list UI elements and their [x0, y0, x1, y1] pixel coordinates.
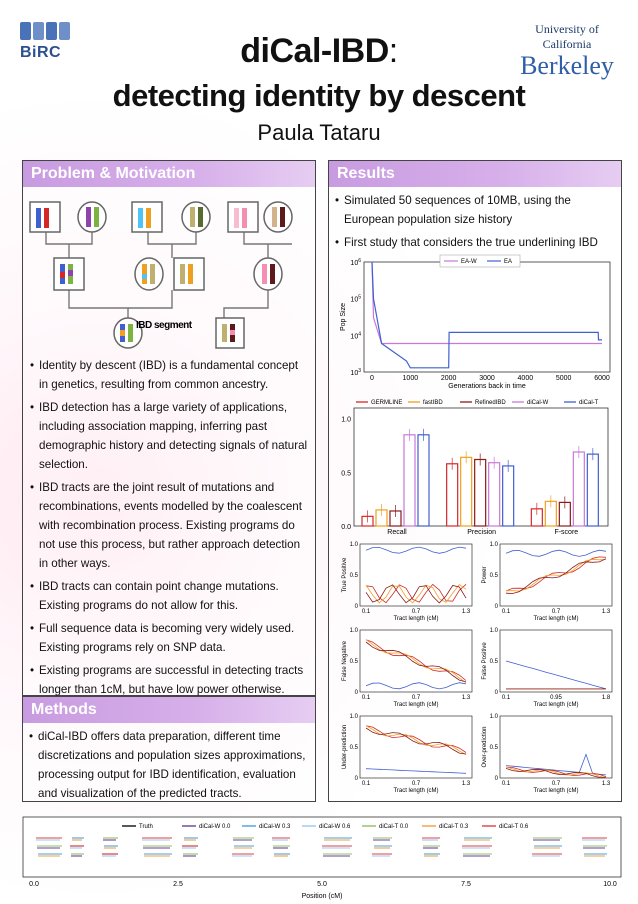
bar-fastibd	[461, 457, 472, 526]
pop-ytick: $10^4$	[350, 331, 361, 341]
problem-bullet: • Identity by descent (IBD) is a fundamental concept in genetics, resulting from common ancestry.	[30, 356, 310, 394]
position-legend-label: diCal-W 0.0	[199, 824, 231, 830]
bar-legend-label: fastIBD	[423, 400, 443, 406]
pop-xtick: 3000	[479, 375, 495, 382]
ibd-pedigree-diagram	[24, 200, 294, 350]
small-panel-xtick: 0.7	[551, 609, 561, 615]
problem-bullet: • Full sequence data is becoming very widely used. Existing programs rely on SNP data.	[30, 619, 310, 657]
small-panel-xtick: 1.3	[601, 781, 611, 787]
results-bullets	[329, 187, 621, 252]
bar-legend-label: diCal-W	[527, 400, 549, 406]
bar-dical-t	[418, 435, 429, 526]
pop-xtick: 0	[370, 375, 374, 382]
position-legend-label: diCal-T 0.3	[439, 824, 469, 830]
small-panel-xtick: 0.95	[550, 695, 562, 701]
problem-bullets	[24, 352, 316, 703]
legend-ea-w: EA-W	[461, 259, 477, 265]
methods-bullet: • diCal-IBD offers data preparation, different time discretizations and population sizes approximations, processing output for IBD identification, evaluation and visualization of the predicted tracts.	[29, 727, 309, 803]
small-panel-ytick: 1.0	[489, 628, 498, 634]
bar-category-label: Recall	[387, 529, 407, 536]
small-panel-ytick: 0.5	[349, 573, 358, 579]
problem-bullet: • IBD tracts can contain point change mutations. Existing programs do not allow for this.	[30, 577, 310, 615]
ibd-segment-label: IBD segment	[136, 320, 192, 331]
berkeley-logo	[512, 22, 622, 80]
legend-ea: EA	[504, 259, 513, 265]
small-panel-xtick: 1.3	[461, 695, 471, 701]
small-panel-xtick: 0.7	[411, 695, 421, 701]
small-panel-ytick: 0	[354, 776, 358, 782]
small-panel-false-positive	[482, 628, 612, 708]
small-panel-over-prediction	[482, 714, 612, 794]
bar-chart-yticks	[341, 417, 351, 531]
problem-heading: Problem & Motivation	[23, 161, 315, 187]
small-panel-ytick: 0	[354, 690, 358, 696]
bar-dical-t	[503, 466, 514, 526]
berkeley-logo-uc: University of California	[535, 22, 599, 51]
position-xtick: 0.0	[29, 881, 39, 888]
pop-size-xticks	[370, 375, 610, 382]
small-panel-xlabel: Tract length (cM)	[533, 616, 579, 622]
small-panel-xlabel: Tract length (cM)	[393, 702, 439, 708]
pop-size-chart	[336, 252, 616, 392]
bar-dical-w	[489, 463, 500, 526]
position-chart-xticks	[29, 881, 617, 888]
small-panel-true-positive	[342, 542, 472, 622]
position-xtick: 7.5	[461, 881, 471, 888]
small-panel-ytick: 0	[494, 604, 498, 610]
small-panel-ylabel: Under-prediction	[342, 724, 348, 770]
bar-category-label: Precision	[467, 529, 497, 536]
small-panel-frame	[500, 630, 612, 692]
position-xtick: 5.0	[317, 881, 327, 888]
small-panel-ytick: 1.0	[489, 714, 498, 720]
results-bullet: • Simulated 50 sequences of 10MB, using the European population size history	[335, 191, 615, 229]
bar-germline	[447, 464, 458, 526]
small-panel-ytick: 1.0	[349, 714, 358, 720]
pop-size-yticks	[350, 258, 361, 377]
pop-xtick: 1000	[402, 375, 419, 382]
small-panel-ylabel: False Positive	[482, 642, 488, 680]
bar-refinedibd	[475, 459, 486, 526]
results-heading: Results	[329, 161, 621, 187]
pop-ytick: $10^6$	[350, 258, 361, 267]
position-xtick: 2.5	[173, 881, 183, 888]
position-xlabel: Position (cM)	[301, 893, 343, 900]
position-legend-label: Truth	[139, 824, 153, 830]
small-panel-ytick: 0	[354, 604, 358, 610]
bar-legend-label: RefinedIBD	[475, 400, 506, 406]
problem-bullet: • Existing programs are successful in detecting tracts longer than 1cM, but have low power otherwise.	[30, 661, 310, 699]
small-panel-power	[482, 542, 612, 622]
accuracy-bar-chart	[336, 396, 616, 538]
parent-row	[30, 202, 292, 232]
methods-heading: Methods	[23, 697, 315, 723]
small-panel-ytick: 1.0	[349, 628, 358, 634]
bar-dical-w	[573, 452, 584, 526]
small-panel-xtick: 0.7	[551, 781, 561, 787]
position-xtick: 10.0	[603, 881, 617, 888]
small-panel-xtick: 1.3	[601, 609, 611, 615]
small-panel-ylabel: Over-prediction	[482, 726, 488, 768]
results-bullet: • First study that considers the true underlining IBD	[335, 233, 615, 252]
small-panel-ytick: 0	[494, 776, 498, 782]
tract-length-small-multiples	[336, 540, 618, 796]
small-panel-xlabel: Tract length (cM)	[393, 616, 439, 622]
pop-size-xlabel: Generations back in time	[448, 383, 526, 390]
bar-category-label: F-score	[554, 529, 579, 536]
ibd-position-chart	[22, 816, 622, 902]
pop-xtick: 2000	[440, 375, 457, 382]
bar-ytick: 0.0	[341, 524, 351, 531]
small-panel-xlabel: Tract length (cM)	[533, 702, 579, 708]
pop-ytick: $10^5$	[350, 294, 361, 304]
small-panel-ylabel: True Positive	[342, 557, 348, 593]
pop-ytick: $10^3$	[350, 368, 361, 377]
pop-size-legend	[440, 255, 520, 267]
small-panel-xtick: 0.7	[411, 609, 421, 615]
problem-bullet: • IBD detection has a large variety of applications, including association mapping, inferring past demographic history and detecting signals of natural selection.	[30, 398, 310, 474]
author-name: Paula Tataru	[257, 120, 381, 145]
title-app-name: diCal-IBD	[240, 32, 389, 70]
small-panel-under-prediction	[342, 714, 472, 794]
small-panel-xtick: 1.3	[461, 781, 471, 787]
small-panel-xtick: 1.3	[461, 609, 471, 615]
small-panel-false-negative	[342, 628, 472, 708]
bar-legend-label: GERMLINE	[371, 400, 403, 406]
pop-xtick: 4000	[517, 375, 534, 382]
small-panel-xtick: 0.1	[361, 695, 371, 701]
problem-bullet: • IBD tracts are the joint result of mutations and recombinations, events modelled by the coalescent with recombination process. Existing programs do not use this process, but rather approach detection in other ways.	[30, 478, 310, 573]
small-panel-xlabel: Tract length (cM)	[533, 788, 579, 794]
small-panel-xtick: 0.1	[501, 781, 511, 787]
bar-dical-w	[404, 435, 415, 526]
small-panel-ytick: 0.5	[489, 659, 498, 665]
small-panel-ytick: 1.0	[349, 542, 358, 548]
small-panel-xtick: 0.1	[361, 609, 371, 615]
methods-panel	[22, 696, 316, 802]
bar-chart-categories	[387, 529, 578, 536]
small-panel-frame	[360, 716, 472, 778]
methods-bullets	[23, 723, 315, 803]
bar-chart-legend	[356, 400, 599, 406]
small-panel-xtick: 0.1	[501, 609, 511, 615]
position-legend-label: diCal-W 0.3	[259, 824, 291, 830]
small-panel-xtick: 0.7	[411, 781, 421, 787]
poster-title-line2: detecting identity by descent	[112, 78, 526, 113]
position-legend-label: diCal-W 0.6	[319, 824, 351, 830]
bar-dical-t	[587, 454, 598, 526]
birc-logo-text: BiRC	[20, 44, 62, 61]
small-panel-xtick: 0.1	[501, 695, 511, 701]
small-panel-ylabel: False Negative	[342, 640, 348, 682]
bar-legend-label: diCal-T	[579, 400, 599, 406]
header	[0, 0, 638, 160]
berkeley-logo-name: Berkeley	[520, 51, 614, 80]
small-panel-ytick: 0.5	[349, 659, 358, 665]
small-panel-xlabel: Tract length (cM)	[393, 788, 439, 794]
small-panel-ytick: 0.5	[489, 573, 498, 579]
title-colon: :	[388, 32, 398, 70]
pop-xtick: 5000	[555, 375, 572, 382]
pop-size-ylabel: Pop Size	[340, 302, 347, 332]
bar-ytick: 0.5	[341, 470, 351, 478]
pop-xtick: 6000	[594, 375, 610, 382]
small-panel-ytick: 0	[494, 690, 498, 696]
small-panel-ylabel: Power	[482, 566, 488, 584]
position-legend-label: diCal-T 0.0	[379, 824, 409, 830]
small-panel-xtick: 0.1	[361, 781, 371, 787]
small-panel-ytick: 0.5	[489, 745, 498, 751]
small-panel-xtick: 1.8	[601, 695, 611, 701]
small-panel-ytick: 1.0	[489, 542, 498, 548]
bar-ytick: 1.0	[341, 416, 351, 424]
position-legend-label: diCal-T 0.6	[499, 824, 529, 830]
child-row	[54, 258, 282, 290]
small-panel-ytick: 0.5	[349, 745, 358, 751]
